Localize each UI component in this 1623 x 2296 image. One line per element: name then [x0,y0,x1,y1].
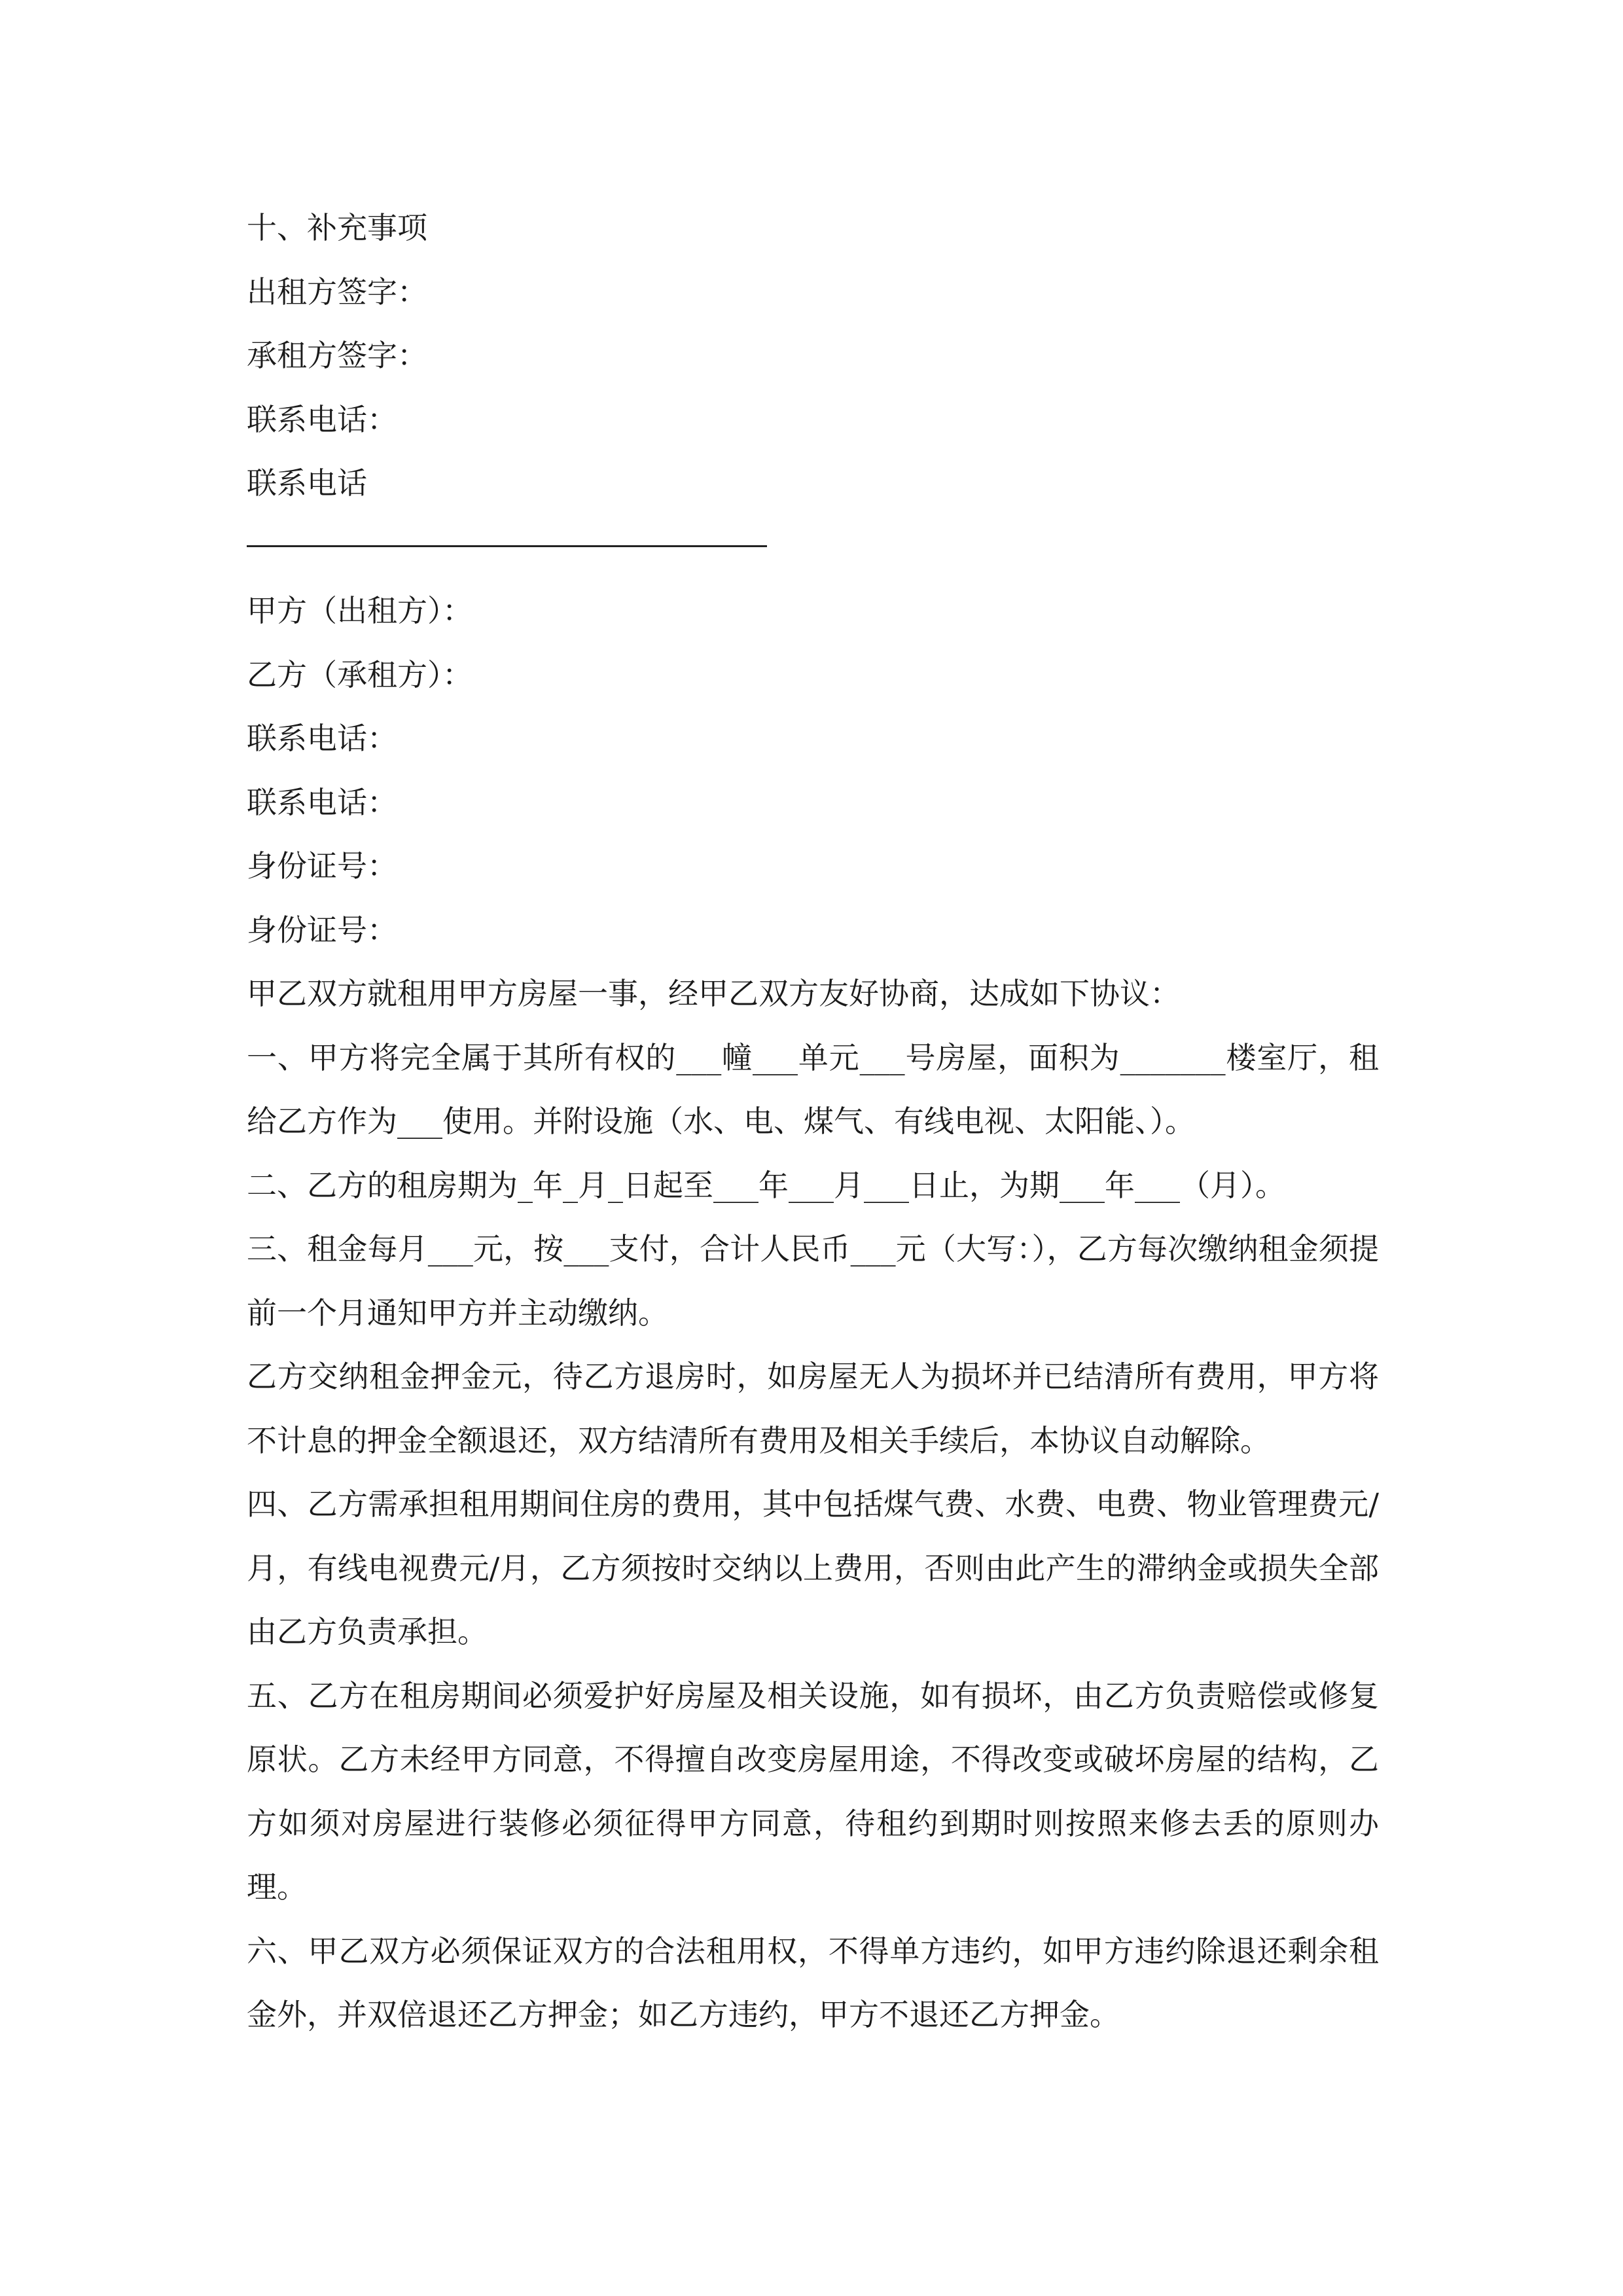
id-number-label: 身份证号： [247,912,397,948]
divider-rule [247,545,767,547]
party-b-label: 乙方（承租方）： [247,656,473,692]
clause-2: 二、乙方的租房期为_年_月_日起至___年___月___日止，为期___年___（月）。 [247,1167,1285,1203]
clause-4: 四、乙方需承担租用期间住房的费用，其中包括煤气费、水费、电费、物业管理费元/月，有线电视费元/月，乙方须按时交纳以上费用，否则由此产生的滞纳金或损失全部由乙方负责承担。 [247,1486,1379,1649]
agreement-intro: 甲乙双方就租用甲方房屋一事，经甲乙双方友好协商，达成如下协议： [247,976,1180,1011]
clause-5: 五、乙方在租房期间必须爱护好房屋及相关设施，如有损坏，由乙方负责赔偿或修复原状。乙方未经甲方同意，不得擅自改变房屋用途，不得改变或破坏房屋的结构，乙方如须对房屋进行装修必须征得甲方同意，待租约到期时则按照来修去丢的原则办理。 [247,1677,1379,1905]
deposit-paragraph: 乙方交纳租金押金元，待乙方退房时，如房屋无人为损坏并已结清所有费用，甲方将不计息的押金全额退还，双方结清所有费用及相关手续后，本协议自动解除。 [247,1359,1379,1458]
supplementary-heading: 十、补充事项 [247,210,427,245]
id-number-label: 身份证号： [247,848,397,884]
document-page [247,196,1379,2047]
lessor-signature-label: 出租方签字： [247,274,427,310]
party-a-label: 甲方（出租方）： [247,593,473,628]
contact-phone-label: 联系电话： [247,784,397,820]
clause-1: 一、甲方将完全属于其所有权的___幢___单元___号房屋，面积为_______楼室厅，租给乙方作为___使用。并附设施（水、电、煤气、有线电视、太阳能、）。 [247,1039,1379,1139]
contact-phone-label: 联系电话： [247,401,397,437]
section-divider [247,516,1379,580]
clause-3: 三、租金每月___元，按___支付，合计人民币___元（大写：），乙方每次缴纳租金须提前一个月通知甲方并主动缴纳。 [247,1231,1379,1331]
clause-6: 六、甲乙双方必须保证双方的合法租用权，不得单方违约，如甲方违约除退还剩余租金外，并双倍退还乙方押金；如乙方违约，甲方不退还乙方押金。 [247,1933,1379,2032]
contact-phone-label: 联系电话 [247,465,367,501]
lessee-signature-label: 承租方签字： [247,338,427,373]
contact-phone-label: 联系电话： [247,721,397,756]
